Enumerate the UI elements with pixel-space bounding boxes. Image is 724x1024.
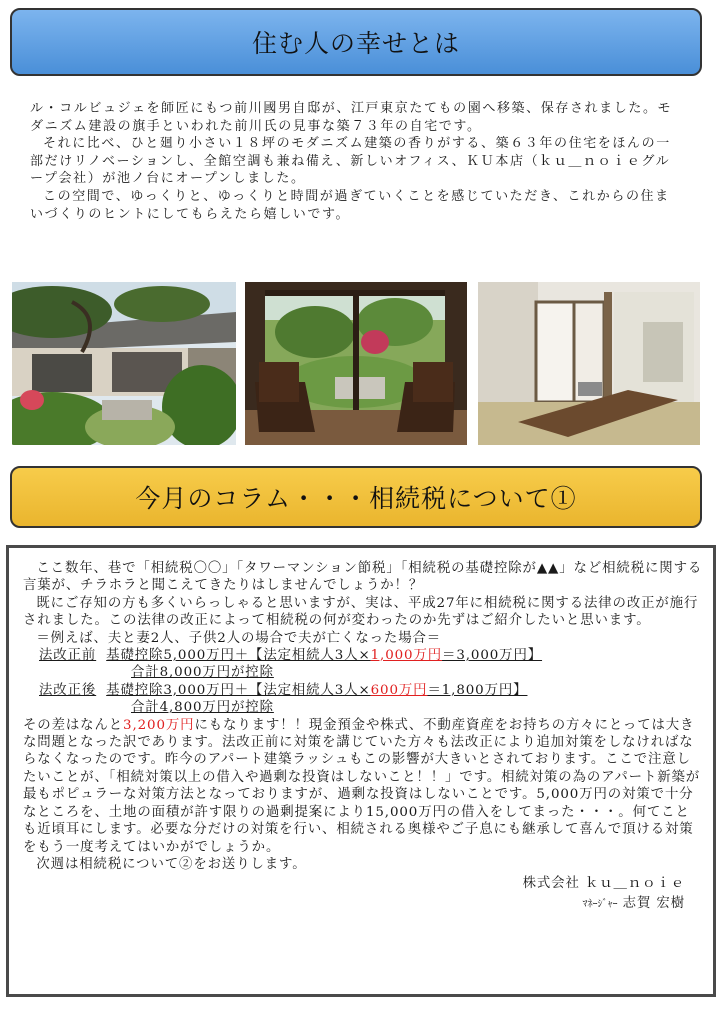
garden-view-image — [245, 282, 467, 445]
intro-paragraph: ル・コルビュジェを師匠にもつ前川國男自邸が、江戸東京たてもの園へ移築、保存されました。モダニズム建設の旗手といわれた前川氏の見事な築７３年の自宅です。 — [30, 101, 673, 134]
example-line: ＝例えば、夫と妻2人、子供2人の場合で夫が亡くなった場合＝ — [36, 630, 442, 646]
signer-name: 志賀 宏樹 — [622, 895, 685, 911]
column-paragraph-difference — [23, 717, 703, 856]
case-before-unit: 1,000万円 — [370, 648, 443, 664]
signer-title: ﾏﾈｰｼﾞｬｰ — [582, 898, 618, 910]
column-paragraph: 既にご存知の方も多くいらっしゃると思いますが、実は、平成27年に相続税に関する法律の改正が施行されました。この法律の改正によって相続税の何が変わったのか先ずはご紹介したいと思います。 — [23, 595, 699, 629]
company-name: 株式会社 ｋｕ＿ｎｏｉｅ — [522, 876, 685, 892]
column-body — [6, 545, 716, 997]
case-after-basic: 基礎控除3,000万円＋【法定相続人3人× — [106, 682, 371, 698]
garden-view-photo — [245, 282, 467, 445]
column-banner — [10, 466, 702, 528]
intro-paragraph: それに比べ、ひと廻り小さい１８坪のモダニズム建築の香りがする、築６３年の住宅をほんの一部だけリノベーションし、全館空調も兼ね備え、新しいオフィス、ＫＵ本店（ｋｕ＿ｎｏｉｅグループ会社）が池ノ台にオープンしました。 — [30, 136, 671, 187]
next-week-line: 次週は相続税について②をお送りします。 — [36, 856, 307, 872]
signature-line — [23, 895, 703, 913]
diff-post: にもなります！！現金預金や株式、不動産資産をお持ちの方々にとっては大きな問題となった訳であります。法改正前に対策を講じていた方々も法改正により追加対策をしなければならなくなったのです。昨今のアパート建築ラッシュもこの影響が大きいとされております。ここで注意したいことが、「相続対策以上の借入や過剰な投資はしないこと！！」です。相続対策の為のアパート新築が最もポピュラーな対策方法となっておりますが、過剰な投資はしないことです。5,000万円の対策で十分なところを、土地の面積が許す限りの過剰提案により15,000万円の借入をしてまった・・・。何てことも近頃耳にします。必要な分だけの対策を行い、相続される奥様やご子息にも継承して喜んで頂ける対策をもう一度考えてはいかがでしょうか。 — [23, 717, 701, 855]
case-before-label: 法改正前 — [39, 648, 97, 664]
column-paragraph: ここ数年、巷で「相続税〇〇」「タワーマンション節税」「相続税の基礎控除が▲▲」など相続税に関する言葉が、チラホラと聞こえてきたりはしませんでしょうか！？ — [23, 561, 703, 594]
case-after — [23, 682, 703, 699]
diff-pre: その差はなんと — [23, 717, 124, 733]
case-after-unit: 600万円 — [370, 682, 428, 698]
case-before — [23, 647, 703, 664]
house-exterior-image — [12, 282, 236, 445]
case-before-result: ＝3,000万円】 — [442, 648, 543, 664]
case-after-result: ＝1,800万円】 — [427, 682, 528, 698]
column-title: 今月のコラム・・・相続税について① — [135, 484, 577, 513]
case-after-total-row — [23, 699, 703, 716]
intro-text — [30, 100, 684, 223]
tatami-room-photo — [478, 282, 700, 445]
intro-paragraph: この空間で、ゆっくりと、ゆっくりと時間が過ぎていくことを感じていただき、これからの住まいづくりのヒントにしてもらえたら嬉しいです。 — [30, 188, 670, 222]
case-after-total: 合計4,800万円が控除 — [131, 700, 274, 716]
header-banner — [10, 8, 702, 76]
diff-amount: 3,200万円 — [123, 717, 195, 733]
tatami-room-image — [478, 282, 700, 445]
case-before-total-row — [23, 664, 703, 681]
header-title: 住む人の幸せとは — [251, 29, 460, 58]
case-after-label: 法改正後 — [39, 682, 97, 698]
house-exterior-photo — [12, 282, 236, 445]
case-before-basic: 基礎控除5,000万円＋【法定相続人3人× — [106, 648, 371, 664]
case-before-total: 合計8,000万円が控除 — [131, 665, 274, 681]
